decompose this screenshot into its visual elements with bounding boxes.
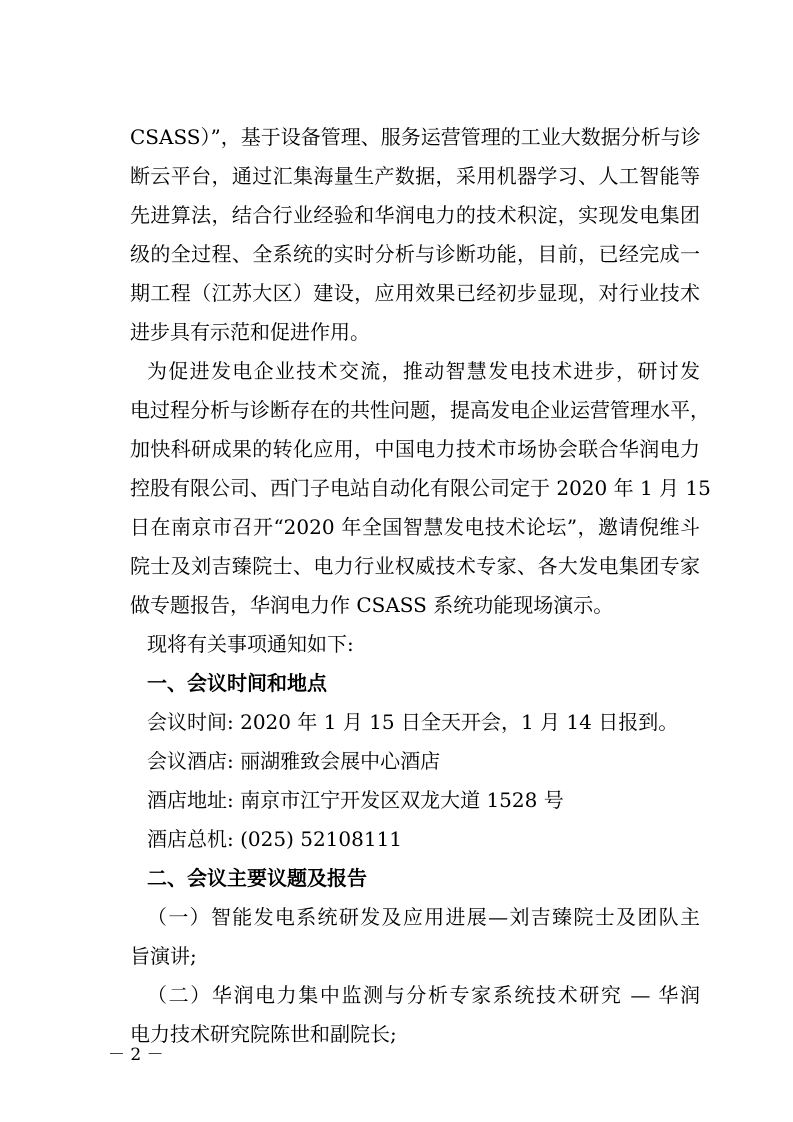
paragraph-1-line-2: 断云平台，通过汇集海量生产数据，采用机器学习、人工智能等	[130, 164, 700, 188]
meeting-time: 会议时间: 2020 年 1 月 15 日全天开会，1 月 14 日报到。	[147, 710, 679, 734]
paragraph-1-line-5: 期工程（江苏大区）建设，应用效果已经初步显现，对行业技术	[130, 281, 700, 305]
meeting-hotel: 会议酒店: 丽湖雅致会展中心酒店	[147, 749, 441, 773]
hotel-phone: 酒店总机: (025) 52108111	[147, 827, 403, 851]
page-number: － 2 －	[108, 1045, 164, 1065]
paragraph-2-line-3: 加快科研成果的转化应用，中国电力技术市场协会联合华润电力	[130, 437, 700, 461]
paragraph-1-line-1: CSASS）”，基于设备管理、服务运营管理的工业大数据分析与诊	[130, 125, 701, 149]
paragraph-2-line-5: 日在南京市召开“2020 年全国智慧发电技术论坛”，邀请倪维斗	[130, 515, 700, 539]
report-1-line-1: （一）智能发电系统研发及应用进展—刘吉臻院士及团队主	[147, 905, 700, 929]
paragraph-2-line-6: 院士及刘吉臻院士、电力行业权威技术专家、各大发电集团专家	[130, 554, 700, 578]
paragraph-2-line-7: 做专题报告，华润电力作 CSASS 系统功能现场演示。	[130, 593, 614, 617]
report-1-line-2: 旨演讲;	[130, 944, 197, 968]
paragraph-2-line-4: 控股有限公司、西门子电站自动化有限公司定于 2020 年 1 月 15	[130, 476, 711, 500]
section-2-heading: 二、会议主要议题及报告	[147, 866, 367, 890]
paragraph-1-line-6: 进步具有示范和促进作用。	[130, 320, 370, 344]
section-1-heading: 一、会议时间和地点	[147, 671, 327, 695]
report-2-line-1: （二）华润电力集中监测与分析专家系统技术研究 — 华润	[147, 983, 700, 1007]
hotel-address: 酒店地址: 南京市江宁开发区双龙大道 1528 号	[147, 788, 564, 812]
paragraph-1-line-3: 先进算法，结合行业经验和华润电力的技术积淀，实现发电集团	[130, 203, 700, 227]
paragraph-2-line-2: 电过程分析与诊断存在的共性问题，提高发电企业运营管理水平，	[130, 398, 710, 422]
paragraph-2-line-1: 为促进发电企业技术交流，推动智慧发电技术进步，研讨发	[147, 359, 700, 383]
paragraph-1-line-4: 级的全过程、全系统的实时分析与诊断功能，目前，已经完成一	[130, 242, 700, 266]
report-2-line-2: 电力技术研究院陈世和副院长;	[130, 1022, 397, 1046]
notice-intro: 现将有关事项通知如下:	[147, 632, 354, 656]
